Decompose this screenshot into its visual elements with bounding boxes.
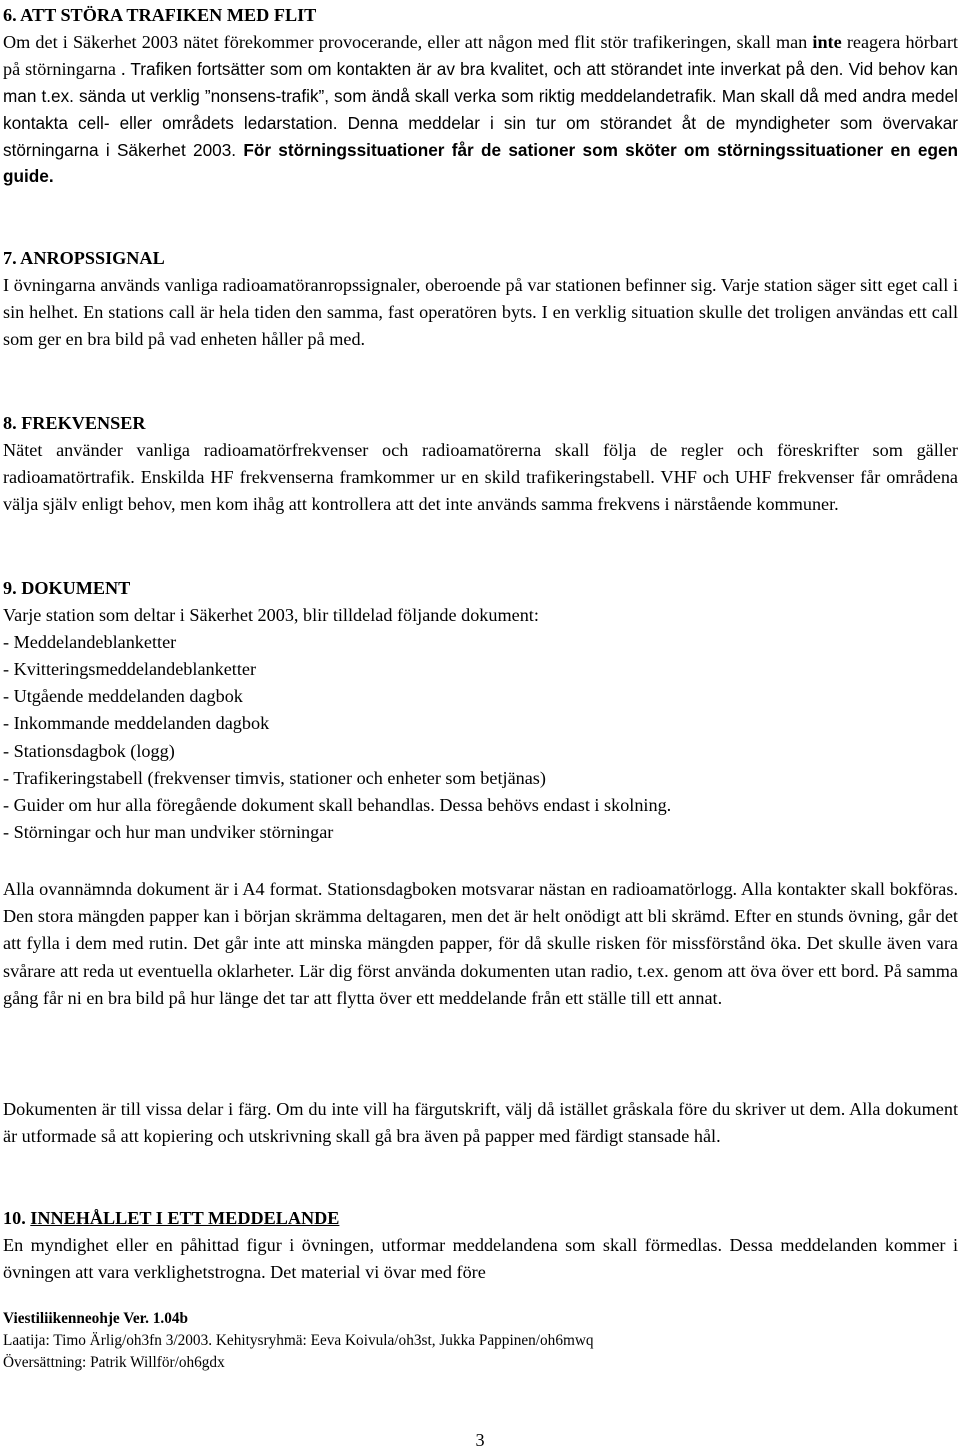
section-6-text-sans: Trafiken fortsätter som om kontakten är av bra kvalitet, och att störandet inte inverkat på den. Vid behov kan man t.ex. sända ut verklig ”nonsens-trafik”, som ändå skall verka som riktig meddelandetrafik. Man skall då med andra medel kontakta cell- eller områdets ledarstation. Denna meddelar i sin tur om störandet åt de myndigheter som övervakar störningarna i Säkerhet 2003.	[3, 58, 958, 160]
footer-version: Viestiliikenneohje Ver. 1.04b	[3, 1310, 188, 1327]
section-6-paragraph	[3, 29, 958, 190]
list-item: - Trafikeringstabell (frekvenser timvis, stationer och enheter som betjänas)	[3, 767, 546, 788]
section-8-heading: 8. FREKVENSER	[3, 413, 146, 433]
section-6-text-a: Om det i Säkerhet 2003 nätet förekommer provocerande, eller att någon med flit stör trafikeringen, skall man	[3, 31, 813, 52]
section-9-intro: Varje station som deltar i Säkerhet 2003, blir tilldelad följande dokument:	[3, 604, 539, 625]
page-number: 3	[475, 1430, 485, 1450]
page-footer	[3, 1308, 958, 1374]
section-6	[3, 2, 958, 190]
section-8-paragraph: Nätet använder vanliga radioamatörfrekvenser och radioamatörerna skall följa de regler och föreskrifter som gäller radioamatörtrafik. Enskilda HF frekvenserna framkommer ur en skild trafikeringstabell. VHF och UHF frekvenser får områdena välja själv enligt behov, men kom ihåg att kontrollera att det inte används samma frekvens i närstående kommuner.	[3, 439, 958, 514]
section-10-heading-number: 10.	[3, 1208, 31, 1228]
section-10-heading-text: INNEHÅLLET I ETT MEDDELANDE	[30, 1208, 340, 1228]
section-7	[3, 245, 958, 353]
section-6-heading: 6. ATT STÖRA TRAFIKEN MED FLIT	[3, 5, 317, 25]
section-8	[3, 410, 958, 518]
section-6-text-b: reagera hörbart på störningarna .	[3, 31, 958, 79]
section-9	[3, 575, 958, 846]
section-10-heading	[3, 1205, 958, 1232]
section-9-para-3	[3, 1096, 958, 1150]
section-9-paragraph-2: Alla ovannämnda dokument är i A4 format. Stationsdagboken motsvarar nästan en radioamatörlogg. Alla kontakter skall bokföras. Den stora mängden papper kan i början skrämma deltagaren, men det är helt onödigt att bli skrämd. Efter en stunds övning, går det att fylla i dem med rutin. Det går inte att minska mängden papper, för då skulle risken för missförstånd öka. Det skulle även vara svårare att reda ut eventuella oklarheter. Lär dig först använda dokumenten utan radio, t.ex. genom att öva över ett bord. På samma gång får ni en bra bild på hur länge det tar att flytta över ett meddelande från ett ställe till ett annat.	[3, 879, 958, 1008]
footer-translation: Översättning: Patrik Willför/oh6gdx	[3, 1354, 225, 1371]
list-item: - Störningar och hur man undviker störningar	[3, 822, 334, 843]
section-10	[3, 1205, 958, 1286]
section-7-heading: 7. ANROPSSIGNAL	[3, 248, 165, 268]
list-item: - Guider om hur alla föregående dokument skall behandlas. Dessa behövs endast i skolning.	[3, 795, 672, 816]
list-item: - Kvitteringsmeddelandeblanketter	[3, 659, 257, 680]
section-9-paragraph-3: Dokumenten är till vissa delar i färg. Om du inte vill ha färgutskrift, välj då istället gråskala före du skriver ut dem. Alla dokument är utformade så att kopiering och utskrivning skall gå bra även på papper med färdigt stansade hål.	[3, 1099, 958, 1147]
list-item: - Inkommande meddelanden dagbok	[3, 713, 270, 734]
list-item: - Stationsdagbok (logg)	[3, 740, 175, 761]
list-item: - Meddelandeblanketter	[3, 631, 177, 652]
section-6-text-bold: För störningssituationer får de sationer som sköter om störningssituationer en egen guide.	[3, 139, 959, 187]
footer-authors: Laatija: Timo Ärlig/oh3fn 3/2003. Kehitysryhmä: Eeva Koivula/oh3st, Jukka Pappinen/oh6mwq	[3, 1332, 594, 1349]
document-list	[3, 629, 958, 847]
section-7-paragraph: I övningarna används vanliga radioamatöranropssignaler, oberoende på var stationen befinner sig. Varje station säger sitt eget call i sin helhet. En stations call är hela tiden den samma, fast operatören byts. I en verklig situation skulle det troligen användas ett call som ger en bra bild på vad enheten håller på med.	[3, 274, 958, 349]
section-9-para-2	[3, 876, 958, 1012]
section-9-heading: 9. DOKUMENT	[3, 578, 131, 598]
section-10-paragraph: En myndighet eller en påhittad figur i övningen, utformar meddelandena som skall förmedlas. Dessa meddelanden kommer i övningen att vara verklighetstrogna. Det material vi övar med före	[3, 1234, 958, 1283]
section-6-text-inte: inte	[812, 31, 842, 52]
list-item: - Utgående meddelanden dagbok	[3, 686, 243, 707]
